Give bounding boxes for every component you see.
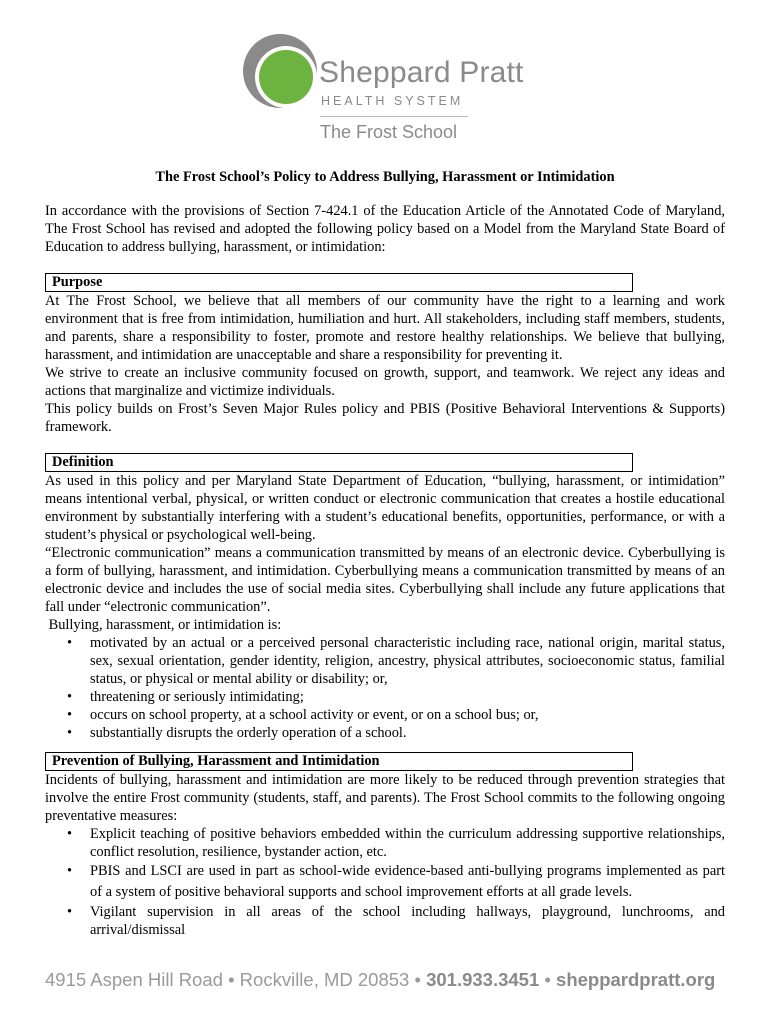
logo-brand: Sheppard Pratt <box>319 56 524 89</box>
intro-paragraph: In accordance with the provisions of Section 7-424.1 of the Education Article of the Annotated Code of Maryland, The Frost School has revised and adopted the following policy based on a Model from the Maryland State Board of Education to address bullying, harassment, or intimidation: <box>45 203 725 255</box>
definition-paragraph-3: Bullying, harassment, or intimidation is: <box>45 617 282 633</box>
bullet-icon: • <box>67 689 73 705</box>
purpose-paragraph-3: This policy builds on Frost’s Seven Major Rules policy and PBIS (Positive Behavioral Interventions & Supports) framework. <box>45 401 725 435</box>
logo-divider <box>320 116 468 117</box>
list-item: • substantially disrupts the orderly operation of a school. <box>67 725 407 741</box>
list-item: • threatening or seriously intimidating; <box>67 689 304 705</box>
bullet-icon: • <box>67 707 73 723</box>
logo <box>242 32 542 144</box>
list-item: • PBIS and LSCI are used in part as school-wide evidence-based anti-bullying programs implemented as part of a system of positive behavioral supports and school improvement efforts at all grade levels. <box>67 863 725 900</box>
prevention-list <box>45 825 725 939</box>
list-item: • motivated by an actual or a perceived personal characteristic including race, national origin, marital status, sex, sexual orientation, gender identity, religion, ancestry, physical attributes, socioeconomic status, familial status, or physical or mental ability or disability; or, <box>67 635 725 687</box>
purpose-paragraph-2: We strive to create an inclusive community focused on growth, support, and teamwork. We reject any ideas and actions that marginalize and victimize individuals. <box>45 365 725 399</box>
footer-separator: • <box>544 969 551 990</box>
bullet-icon: • <box>67 863 73 879</box>
definition-heading: Definition <box>45 453 633 472</box>
purpose-heading: Purpose <box>45 273 633 292</box>
list-item: • Vigilant supervision in all areas of the school including hallways, playground, lunchrooms, and arrival/dismissal <box>67 904 725 938</box>
bullet-icon: • <box>67 635 73 651</box>
bullet-icon: • <box>67 904 73 920</box>
list-item: • occurs on school property, at a school activity or event, or on a school bus; or, <box>67 707 539 723</box>
footer-address: 4915 Aspen Hill Road • Rockville, MD 20853 • <box>45 969 421 990</box>
definition-paragraph-2: “Electronic communication” means a communication transmitted by means of an electronic device. Cyberbullying is a form of bullying, harassment, and intimidation. Cyberbullying means a communication transmitted by means of an electronic device and includes the use of social media sites. Cyberbullying shall include any future applications that fall under “electronic communication”. <box>45 545 725 615</box>
page-title: The Frost School’s Policy to Address Bullying, Harassment or Intimidation <box>155 169 615 185</box>
logo-subtitle: HEALTH SYSTEM <box>321 94 464 108</box>
list-item: • Explicit teaching of positive behaviors embedded within the curriculum addressing supportive relationships, conflict resolution, resilience, bystander action, etc. <box>67 826 725 860</box>
spacer <box>45 742 725 752</box>
bullet-icon: • <box>67 826 73 842</box>
bullet-icon: • <box>67 725 73 741</box>
document-body <box>45 168 725 939</box>
logo-mark-icon <box>242 32 322 112</box>
prevention-paragraph-1: Incidents of bullying, harassment and intimidation are more likely to be reduced through prevention strategies that involve the entire Frost community (students, staff, and parents). The Frost School commits to the following ongoing preventative measures: <box>45 772 725 824</box>
prevention-heading: Prevention of Bullying, Harassment and Intimidation <box>45 752 633 771</box>
footer <box>45 969 725 991</box>
definition-paragraph-1: As used in this policy and per Maryland State Department of Education, “bullying, harassment, or intimidation” means intentional verbal, physical, or written conduct or electronic communication that creates a hostile educational environment by substantially interfering with a student’s educational benefits, opportunities, performance, or with a student’s physical or psychological well-being. <box>45 473 725 543</box>
logo-school: The Frost School <box>320 122 458 142</box>
purpose-paragraph-1: At The Frost School, we believe that all members of our community have the right to a learning and work environment that is free from intimidation, humiliation and hurt. All stakeholders, including staff members, students, and parents, share a responsibility to foster, promote and restore healthy relationships. We believe that bullying, harassment, and intimidation are unacceptable and share a responsibility for preventing it. <box>45 293 725 363</box>
spacer <box>45 436 725 453</box>
footer-website: sheppardpratt.org <box>556 969 716 990</box>
definition-list <box>45 634 725 742</box>
footer-phone: 301.933.3451 <box>426 969 540 990</box>
